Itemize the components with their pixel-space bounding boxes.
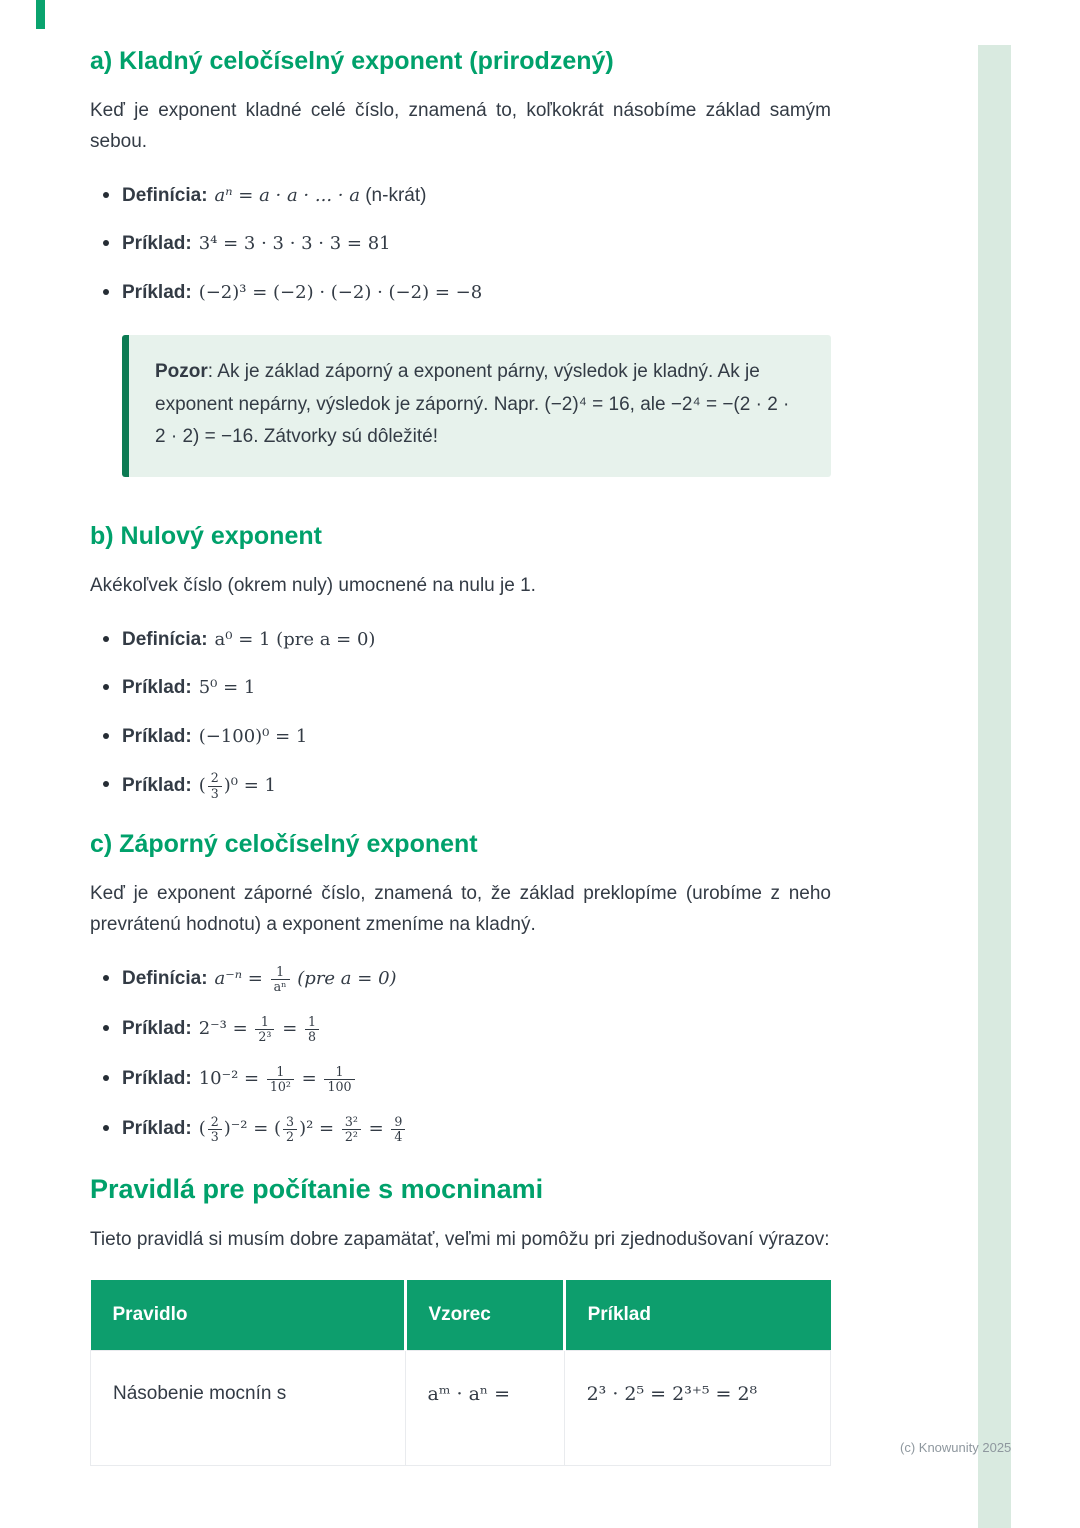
bullet-math: 5⁰ = 1 [198,677,256,699]
table-header-row [91,1280,831,1351]
bullet-math [198,1063,357,1095]
callout-body: : Ak je základ záporný a exponent párny, výsledok je kladný. Ak je exponent nepárny, výsledok je záporný. Napr. (−2)⁴ = 16, ale −2⁴ = −(2 · 2 · 2 · 2) = −16. Zátvorky sú dôležité! [155,361,790,448]
fraction [267,1065,294,1095]
fraction [391,1115,405,1145]
section-b-list [90,626,831,801]
fraction-numerator: 3² [342,1115,361,1130]
section-c-paragraph: Keď je exponent záporné číslo, znamená to, že základ preklopíme (urobíme z neho prevrátenú hodnotu) a exponent zmeníme na kladný. [90,883,831,936]
bullet-label: Definícia: [122,628,208,650]
math-run: = [276,1018,303,1040]
copyright-text: (c) Knowunity 2025 [900,1440,1012,1455]
fraction-numerator: 3 [283,1115,297,1130]
fraction [305,1015,319,1045]
list-item [122,674,831,703]
fraction [342,1115,361,1145]
bullet-label: Príklad: [122,677,192,699]
bullet-label: Definícia: [122,184,208,206]
list-item [122,230,831,259]
fraction-denominator: 10² [269,1079,291,1095]
section-a-heading: a) Kladný celočíselný exponent (prirodzený) [90,47,614,75]
table-header-priklad: Príklad [564,1280,830,1351]
list-item [122,1015,831,1045]
section-b-heading: b) Nulový exponent [90,522,322,551]
table-header-vzorec: Vzorec [405,1280,564,1351]
math-run: 10⁻² = [198,1068,265,1090]
bullet-label: Príklad: [122,281,192,303]
bullet-label: Definícia: [122,968,208,990]
page-edge-accent-top [36,0,45,29]
bullet-math: (−100)⁰ = 1 [198,725,308,747]
section-a-list [90,182,831,308]
document-content [90,46,831,1466]
fraction-numerator: 1 [267,1065,294,1080]
callout-text [155,356,805,454]
bullet-math [198,770,276,801]
rules-table-head [91,1280,831,1351]
bullet-math: a⁰ = 1 (pre a = 0) [214,628,376,650]
fraction-denominator: 100 [327,1079,352,1095]
rules-table-body [91,1350,831,1465]
table-cell-pravidlo: Násobenie mocnín s [91,1350,406,1465]
bullet-tail: (n-krát) [359,184,427,206]
fraction-numerator: 2 [208,771,222,786]
section-c-heading: c) Záporný celočíselný exponent [90,830,478,859]
rules-table [90,1280,831,1466]
bullet-label: Príklad: [122,774,192,796]
list-item [122,723,831,752]
fraction-denominator: 4 [394,1129,403,1145]
math-run: ( [198,1118,206,1140]
rules-heading: Pravidlá pre počítanie s mocninami [90,1173,544,1204]
bullet-math [198,1013,321,1045]
math-run: 2⁻³ = [198,1018,254,1040]
list-item [122,965,831,995]
math-run: )⁰ = 1 [223,774,276,796]
fraction [208,1115,222,1145]
section-c-list [90,965,831,1145]
fraction-numerator: 1 [324,1065,354,1080]
table-header-pravidlo: Pravidlo [91,1280,406,1351]
list-item [122,771,831,801]
fraction-numerator: 1 [271,965,290,980]
fraction [271,965,290,995]
fraction-denominator: 2³ [258,1029,272,1045]
bullet-label: Príklad: [122,725,192,747]
fraction-numerator: 9 [391,1115,405,1130]
fraction-numerator: 1 [305,1015,319,1030]
list-item [122,182,831,211]
bullet-math: 3⁴ = 3 · 3 · 3 · 3 = 81 [198,233,391,255]
fraction [283,1115,297,1145]
math-run: )² = [299,1118,340,1140]
callout-label: Pozor [155,361,208,383]
bullet-math: aⁿ = a · a · ... · a [214,184,360,206]
table-row [91,1350,831,1465]
table-cell-priklad: 2³ · 2⁵ = 2³⁺⁵ = 2⁸ [564,1350,830,1465]
math-run: = [362,1118,390,1140]
fraction-denominator: aⁿ [273,979,287,995]
rules-paragraph: Tieto pravidlá si musím dobre zapamätať, veľmi mi pomôžu pri zjednodušovaní výrazov: [90,1228,830,1250]
math-run: )⁻² = ( [223,1118,282,1140]
page-edge-accent-right [978,45,1011,1528]
list-item [122,1115,831,1145]
list-item [122,1065,831,1095]
list-item [122,279,831,308]
fraction [208,771,222,801]
fraction [255,1015,274,1045]
bullet-math [198,1113,408,1145]
bullet-label: Príklad: [122,1018,192,1040]
math-run: = [295,1068,323,1090]
math-run: a⁻ⁿ = [214,968,269,990]
list-item [122,626,831,655]
bullet-math [214,963,397,995]
callout-box [122,335,831,477]
fraction-denominator: 2 [286,1129,295,1145]
fraction-numerator: 1 [255,1015,274,1030]
fraction [324,1065,354,1095]
bullet-math: (−2)³ = (−2) · (−2) · (−2) = −8 [198,281,483,303]
fraction-numerator: 2 [208,1115,222,1130]
fraction-denominator: 2² [344,1129,358,1145]
fraction-denominator: 3 [210,1129,219,1145]
bullet-label: Príklad: [122,1068,192,1090]
fraction-denominator: 8 [308,1029,317,1045]
fraction-denominator: 3 [210,785,219,801]
math-run: ( [198,774,206,796]
bullet-label: Príklad: [122,1118,192,1140]
section-b-paragraph: Akékoľvek číslo (okrem nuly) umocnené na nulu je 1. [90,575,536,597]
table-cell-vzorec: aᵐ · aⁿ = [405,1350,564,1465]
section-a-paragraph: Keď je exponent kladné celé číslo, znamená to, koľkokrát násobíme základ samým sebou. [90,100,831,152]
math-run: (pre a = 0) [291,968,397,990]
bullet-label: Príklad: [122,233,192,255]
